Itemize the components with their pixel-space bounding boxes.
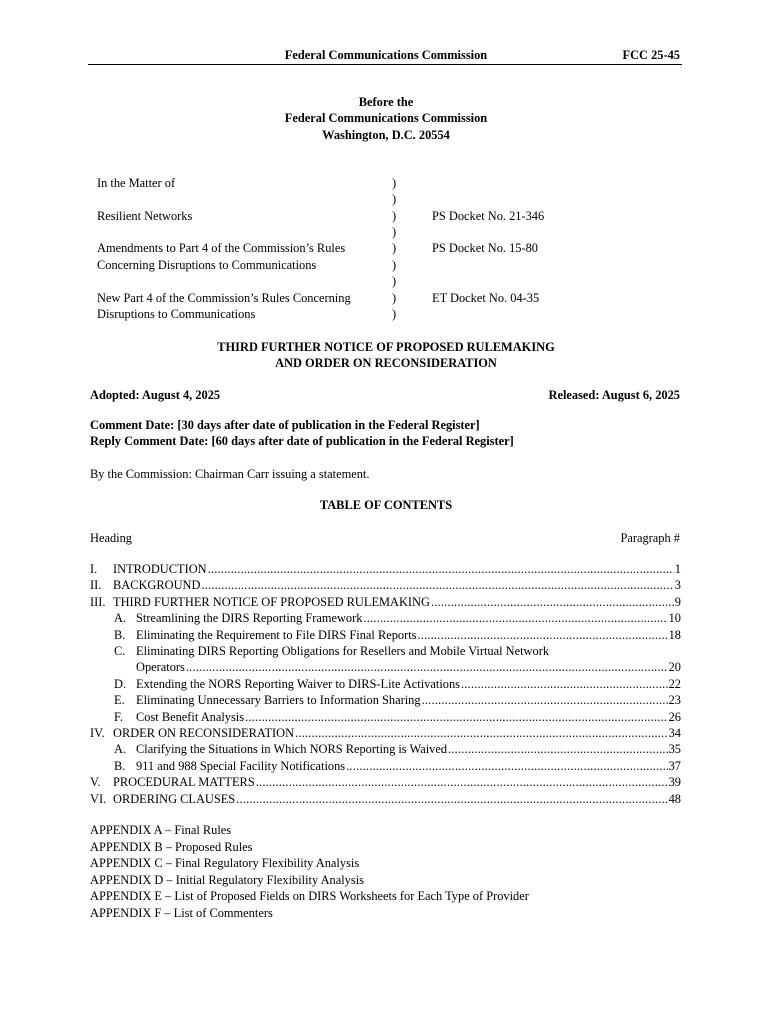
toc-leader-dots [431, 594, 674, 610]
toc-entry[interactable] [114, 709, 681, 725]
caption-paren: ) [392, 274, 397, 288]
caption-item-newpart-1: New Part 4 of the Commission’s Rules Concerning [97, 291, 351, 305]
toc-leader-dots [448, 741, 668, 757]
caption-item-newpart-2: Disruptions to Communications [97, 307, 256, 321]
toc-leader-dots [295, 725, 668, 741]
toc-entry-paragraph: 18 [668, 627, 681, 642]
by-commission-statement: By the Commission: Chairman Carr issuing a statement. [90, 467, 370, 481]
header-agency: Federal Communications Commission [284, 48, 488, 62]
toc-entry-number: V. [90, 775, 101, 790]
comment-date: Comment Date: [30 days after date of publication in the Federal Register] [90, 418, 480, 432]
toc-entry-number: I. [90, 562, 98, 576]
reply-comment-date: Reply Comment Date: [60 days after date of publication in the Federal Register] [90, 434, 514, 448]
released-date: Released: August 6, 2025 [548, 388, 680, 402]
toc-entry-number: F. [114, 709, 123, 724]
toc-leader-dots [236, 791, 667, 807]
docket-ps-21-346: PS Docket No. 21-346 [432, 209, 545, 223]
toc-entry-number: B. [114, 758, 126, 773]
toc-entry-number: IV. [90, 726, 105, 740]
toc-entry[interactable] [90, 561, 681, 577]
toc-entry[interactable] [90, 577, 681, 593]
header-rule [88, 64, 682, 65]
before-line: Before the [358, 95, 414, 109]
caption-item-resilient: Resilient Networks [97, 209, 193, 223]
appendix-item[interactable]: APPENDIX C – Final Regulatory Flexibility Analysis [90, 856, 360, 871]
caption-item-amend-2: Concerning Disruptions to Communications [97, 258, 317, 272]
caption-paren: ) [392, 209, 397, 223]
toc-heading-label: Heading [90, 531, 132, 545]
docket-et-04-35: ET Docket No. 04-35 [432, 291, 540, 305]
caption-paren: ) [392, 225, 397, 239]
toc-entry-label: Operators [136, 660, 185, 675]
toc-entry-label: Eliminating the Requirement to File DIRS Final Reports [136, 627, 417, 642]
header-doc-code: FCC 25-45 [622, 48, 680, 62]
appendix-list [90, 822, 529, 922]
toc-entry[interactable] [114, 758, 681, 774]
toc-entry-paragraph: 1 [674, 562, 681, 576]
toc-entry-label: PROCEDURAL MATTERS [113, 775, 255, 790]
before-block [90, 94, 682, 143]
toc-entry-continuation[interactable] [136, 659, 681, 675]
appendix-item[interactable]: APPENDIX D – Initial Regulatory Flexibility Analysis [90, 872, 364, 887]
address-line: Washington, D.C. 20554 [322, 127, 450, 142]
appendix-item[interactable]: APPENDIX B – Proposed Rules [90, 839, 253, 854]
toc-leader-dots [256, 774, 668, 790]
toc-leader-dots [208, 561, 674, 577]
toc-entry-paragraph: 22 [668, 676, 681, 691]
toc-leader-dots [346, 758, 667, 774]
toc-entry-label: 911 and 988 Special Facility Notifications [136, 758, 346, 773]
toc-entry[interactable] [114, 692, 681, 708]
caption-paren: ) [392, 192, 397, 206]
commission-line: Federal Communications Commission [284, 111, 488, 126]
toc-entry-label: BACKGROUND [113, 578, 201, 593]
toc-entry-number: A. [114, 611, 127, 626]
toc-entry-paragraph: 23 [668, 693, 681, 708]
toc-entry-number: VI. [90, 791, 107, 806]
caption-item-amend-1: Amendments to Part 4 of the Commission’s Rules [97, 241, 346, 255]
toc-entry[interactable] [90, 774, 681, 790]
toc-entry[interactable] [114, 741, 681, 757]
toc-entry-label: Eliminating DIRS Reporting Obligations for Resellers and Mobile Virtual Network [136, 644, 550, 658]
toc-entry-number: III. [90, 594, 106, 609]
toc-leader-dots [422, 692, 668, 708]
toc-entry-number: II. [90, 578, 102, 593]
toc-leader-dots [417, 627, 667, 643]
toc-entry-label: Eliminating Unnecessary Barriers to Information Sharing [136, 693, 421, 708]
adopted-date: Adopted: August 4, 2025 [90, 388, 221, 402]
toc-entry-paragraph: 48 [668, 791, 681, 806]
toc-entry-label: THIRD FURTHER NOTICE OF PROPOSED RULEMAKING [113, 594, 430, 609]
toc-entry-label: Cost Benefit Analysis [136, 709, 245, 724]
toc-entry-paragraph: 37 [668, 758, 681, 773]
toc-leader-dots [245, 709, 668, 725]
toc-entry-paragraph: 26 [668, 709, 681, 724]
toc-entry-label: ORDERING CLAUSES [113, 791, 236, 806]
toc-entry-paragraph: 35 [668, 742, 681, 757]
caption-paren: ) [392, 291, 397, 305]
document-title [90, 339, 682, 372]
toc-entry-number: A. [114, 742, 127, 757]
toc-entry-label: Clarifying the Situations in Which NORS Reporting is Waived [136, 742, 448, 757]
toc-entry-label: INTRODUCTION [113, 562, 207, 576]
toc-entry-number: E. [114, 693, 125, 708]
toc-entry-number: B. [114, 627, 126, 642]
toc-entry-number: C. [114, 644, 126, 658]
title-line-1: THIRD FURTHER NOTICE OF PROPOSED RULEMAKING [217, 340, 555, 354]
toc-paragraph-label: Paragraph # [620, 531, 680, 545]
toc-leader-dots [186, 659, 668, 675]
toc-entry-label: ORDER ON RECONSIDERATION [113, 726, 295, 740]
toc-entry-paragraph: 9 [674, 594, 681, 609]
appendix-item[interactable]: APPENDIX A – Final Rules [90, 823, 232, 837]
toc-entry-paragraph: 20 [668, 660, 681, 675]
toc-entry[interactable] [90, 791, 681, 807]
caption-paren: ) [392, 241, 397, 255]
toc-entry[interactable] [114, 643, 681, 659]
toc-entry[interactable] [90, 594, 681, 610]
caption-paren: ) [392, 176, 397, 190]
toc-entry-label: Streamlining the DIRS Reporting Framework [136, 611, 363, 626]
toc-entry-label: Extending the NORS Reporting Waiver to DIRS-Lite Activations [136, 676, 460, 691]
toc-entry-number: D. [114, 676, 127, 691]
toc-leader-dots [363, 610, 667, 626]
caption-paren: ) [392, 258, 397, 272]
caption-paren: ) [392, 307, 397, 321]
docket-ps-15-80: PS Docket No. 15-80 [432, 241, 539, 255]
toc-entry[interactable] [114, 627, 681, 643]
toc-entry[interactable] [114, 676, 681, 692]
title-line-2: AND ORDER ON RECONSIDERATION [275, 356, 497, 371]
toc-entry-paragraph: 39 [668, 775, 681, 790]
toc-entry[interactable] [114, 610, 681, 626]
toc-entry[interactable] [90, 725, 681, 741]
toc-title: TABLE OF CONTENTS [319, 498, 453, 512]
toc-entry-paragraph: 34 [668, 726, 681, 740]
toc-leader-dots [201, 577, 673, 593]
appendix-item[interactable]: APPENDIX F – List of Commenters [90, 905, 273, 920]
toc-leader-dots [461, 676, 668, 692]
appendix-item[interactable]: APPENDIX E – List of Proposed Fields on DIRS Worksheets for Each Type of Provider [90, 889, 529, 904]
toc-entry-paragraph: 10 [668, 611, 681, 626]
toc-entry-paragraph: 3 [674, 578, 681, 593]
caption-matter: In the Matter of [97, 176, 176, 190]
